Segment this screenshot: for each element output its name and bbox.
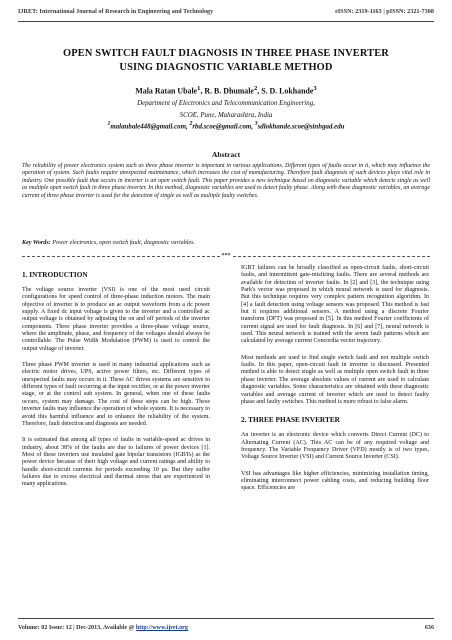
journal-header (18, 9, 434, 15)
author-name: S. D. Lokhande (261, 86, 314, 96)
title-line-1: OPEN SWITCH FAULT DIAGNOSIS IN THREE PHASE INVERTER (63, 48, 389, 59)
journal-link[interactable]: http://www.ijret.org (135, 625, 188, 631)
section-separator (22, 253, 430, 259)
author-sup: 3 (313, 85, 317, 92)
journal-issn: eISSN: 2319-1163 | pISSN: 2321-7308 (335, 9, 434, 15)
paragraph: Most methods are used to find single switch fault and not multiple switch faults. In this paper, open-circuit fault in inverter is discussed. Presented method is able to detect single as well as multiple open switch fault in three phase inverter. The average absolute values of current are used to calculate diagnostic variables. Some characteristics are obtained with these diagnostic variables and average current of inverter which are used to detect faulty phase and faulty switches. This method is more robust to false alarm. (241, 354, 429, 405)
email-sup: 3 (254, 121, 258, 128)
paragraph: An inverter is an electronic device which converts Direct Current (DC) to Alternating Current (AC). This AC can be of any required voltage and frequency. The Variable Frequency Driver (VFD) mostly is of two types, Voltage Source Inverter (VSI) and Current Source Inverter (CSI). (241, 432, 429, 461)
dashed-rule-right (233, 256, 431, 257)
abstract-heading: Abstract (211, 150, 241, 159)
section-heading-introduction: 1. INTRODUCTION (22, 270, 88, 279)
paragraph: VSI has advantages like higher efficiencies, minimizing installation timing, eliminating interconnect power cabling costs, and reducing building floor space. Efficiencies are (241, 470, 429, 492)
title-line-2: USING DIAGNOSTIC VARIABLE METHOD (119, 61, 333, 73)
header-rule (18, 21, 434, 22)
author-email[interactable]: rbd.scoe@gmail.com (192, 123, 252, 131)
journal-name: IJRET: International Journal of Research in Engineering and Technology (18, 9, 214, 15)
paragraph: Three phase PWM inverter is used in many industrial applications such as electric motor drives, UPS, active power filters, etc. Different types of unexpected faults may occurs in it. These AC drives systems are sensitive to different types of fault occurring at the input rectifier, or at the power inverter stage, or at the control sub system. In general, when one of these faults occurs, system may damage. The cost of these steps can be high. These inverter faults may influence the operation of whole system. It is necessary to avoid this harmful influence and to enhance the reliability of the system. Therefore, fault detection and diagnosis are needed. (22, 362, 210, 427)
author-name: R. B. Dhumale (204, 86, 254, 96)
page-footer (18, 625, 434, 631)
keywords (22, 240, 430, 246)
right-column (241, 265, 429, 502)
author-name: Mala Ratan Ubale (135, 86, 198, 96)
footer-rule (18, 618, 434, 619)
page-number: 636 (424, 625, 434, 631)
author-sup: 2 (253, 85, 258, 92)
title-block (22, 47, 430, 132)
author-emails: $^1$malaubale448@gmail.com, $^2$rbd.scoe@gmail.com, $^3$sdlokhande.scoe@sinhgad.edu (107, 121, 345, 131)
abstract-text: The reliability of power electronics system such as three phase inverter is important in various applications. Different types of faults occur in it, which may influence the operation of system. Such faults require unexpected maintenance, which increases the cost of manufacturing. Therefore fault diagnosis of such devices plays vital role in industry. One possible fault that occurs in inverter is an open switch fault. This paper provides a new technique based on diagnostic variable which detects single as well as multiple open switch fault in three phase inverter. In this method, diagnostic variables are used to detect faulty phase. Along with these diagnostic variables, an average current of three phase inverter is used for the detection of single as well as multiple faulty switches. (22, 163, 430, 199)
author-list: Mala Ratan Ubale$^1$, R. B. Dhumale$^2$, S. D. Lokhande$^3$ (135, 85, 317, 96)
keywords-label: Key Words: (22, 240, 51, 246)
email-sup: 1 (107, 121, 111, 128)
email-sup: 2 (189, 121, 193, 128)
footer-volume (18, 625, 188, 631)
author-email[interactable]: malaubale448@gmail.com (110, 123, 186, 131)
affiliation-department: Department of Electronics and Telecommunication Engineering, (137, 99, 315, 107)
author-email[interactable]: sdlokhande.scoe@sinhgad.edu (257, 123, 345, 131)
author-sup: 1 (197, 85, 201, 92)
left-column (22, 268, 210, 498)
section-heading-three-phase-inverter: 2. THREE PHASE INVERTER (241, 415, 340, 425)
keywords-text: Power electronics, open switch fault, diagnostic variables. (52, 240, 196, 246)
paragraph: It is estimated that among all types of faults in variable-speed ac drives in industry, about 38% of the faults are due to failures of power devices [1]. Most of these inverters use insulated gate bipolar transistors (IGBTs) as the power device because of their high voltage and current ratings and ability to handle short-circuit currents for periods exceeding 10 µs. But they suffer failures due to excess electrical and thermal stress that are experienced in many applications. (22, 437, 210, 488)
dashed-rule-left (22, 256, 220, 257)
paragraph: The voltage source inverter (VSI) is one of the most used circuit configurations for speed control of three-phase induction motors. The main objective of inverter is to produce an ac output waveform from a dc power supply. A fixed dc input voltage is given to the inverter and a controlled ac output voltage is obtained by adjusting the on and off periods of the inverter components. Three phase inverter provides a three-phase voltage source, where the amplitude, phase, and frequency of the voltages should always be controllable. The Pulse Width Modulation (PWM) is used to control the output voltage of inverter. (22, 287, 210, 352)
affiliation-college: SCOE, Pune, Maharashtra, India (179, 112, 273, 120)
footer-prefix: Volume: 02 Issue: 12 | Dec-2013, Available @ (18, 625, 135, 631)
separator-stars: *** (221, 253, 231, 259)
paragraph: IGBT failures can be broadly classified as open-circuit faults, short-circuit faults, and intermittent gate-misfiring faults. There are several methods are available for detection of inverter faults. In [2] and [3], the technique using Park's vector was proposed in which neural network is used for diagnosis. But this technique requires very complex pattern recognition algorithm. In [4] a fault detection using voltage sensors was proposed. This method is fast but it requires additional sensors. A method using a discrete Fourier transform (DFT) was proposed in [5]. In this method Fourier coefficients of current signal are used for fault diagnosis. In [6] and [7], neural network is used. This neural network is trained with the seven fault patterns which are calculated by average current Concordia vector trajectory. (241, 265, 429, 345)
paper-title (22, 47, 430, 74)
